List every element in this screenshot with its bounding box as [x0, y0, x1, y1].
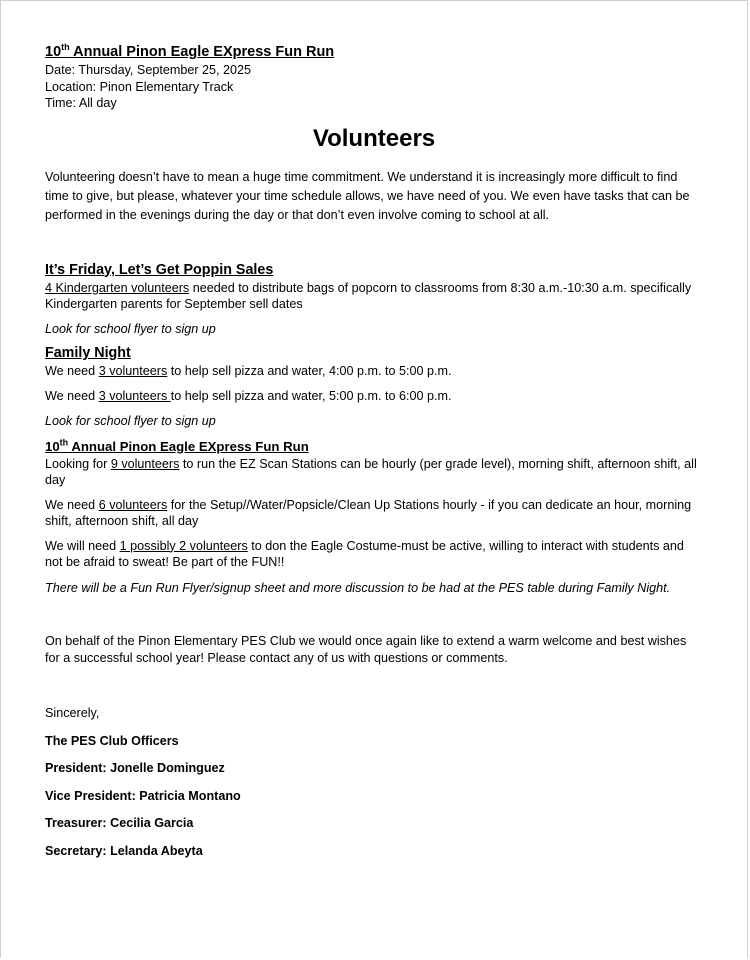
family-night-title: Family Night: [45, 345, 131, 361]
intro-paragraph: Volunteering doesn’t have to mean a huge time commitment. We understand it is increasingly more difficult to find time to give, but please, whatever your time schedule allows, we have need of you. We even have tasks that can be performed in the evenings during the day or that don’t even involve coming to school at all.: [45, 169, 690, 222]
event-time: Time: All day: [45, 96, 117, 110]
event-date: Date: Thursday, September 25, 2025: [45, 63, 252, 77]
closing-paragraph: On behalf of the Pinon Elementary PES Club we would once again like to extend a warm welcome and best wishes for a successful school year! Please contact any of us with questions or comments.: [45, 634, 687, 665]
event-location: Location: Pinon Elementary Track: [45, 79, 234, 94]
signature-secretary: Secretary: Lelanda Abeyta: [45, 843, 203, 858]
family-night-shift-2: We need 3 volunteers to help sell pizza and water, 5:00 p.m. to 6:00 p.m.: [45, 388, 452, 403]
signature-vice-president: Vice President: Patricia Montano: [45, 788, 241, 803]
family-night-shift-1: We need 3 volunteers to help sell pizza and water, 4:00 p.m. to 5:00 p.m.: [45, 364, 452, 378]
fun-run-setup-stations: We need 6 volunteers for the Setup//Water/Popsicle/Clean Up Stations hourly - if you can dedicate an hour, morning shift, afternoon shift, all day: [45, 497, 692, 528]
signature-group: The PES Club Officers: [45, 733, 179, 748]
event-header: [45, 43, 703, 112]
signature-block: [45, 705, 703, 859]
sincerely: Sincerely,: [45, 706, 100, 720]
event-title: 10th Annual Pinon Eagle EXpress Fun Run: [45, 42, 335, 60]
fun-run-title: 10th Annual Pinon Eagle EXpress Fun Run: [45, 437, 309, 454]
section-poppin: [45, 262, 703, 338]
family-night-note: Look for school flyer to sign up: [45, 414, 216, 428]
fun-run-eagle-costume: We will need 1 possibly 2 volunteers to don the Eagle Costume-must be active, willing to interact with students and not be afraid to sweat! Be part of the FUN!!: [45, 538, 684, 569]
signature-treasurer: Treasurer: Cecilia Garcia: [45, 816, 194, 830]
poppin-description: 4 Kindergarten volunteers needed to distribute bags of popcorn to classrooms from 8:30 a.m.-10:30 a.m. specifically Kindergarten parents for September sell dates: [45, 280, 692, 311]
poppin-title: It’s Friday, Let’s Get Poppin Sales: [45, 261, 274, 278]
section-fun-run: [45, 438, 703, 597]
fun-run-note: There will be a Fun Run Flyer/signup sheet and more discussion to be had at the PES table during Family Night.: [45, 580, 671, 595]
poppin-note: Look for school flyer to sign up: [45, 321, 216, 336]
fun-run-scan-stations: Looking for 9 volunteers to run the EZ Scan Stations can be hourly (per grade level), morning shift, afternoon shift, all day: [45, 456, 697, 487]
section-family-night: [45, 345, 703, 430]
page-title: Volunteers: [312, 124, 436, 152]
signature-president: President: Jonelle Dominguez: [45, 761, 225, 775]
